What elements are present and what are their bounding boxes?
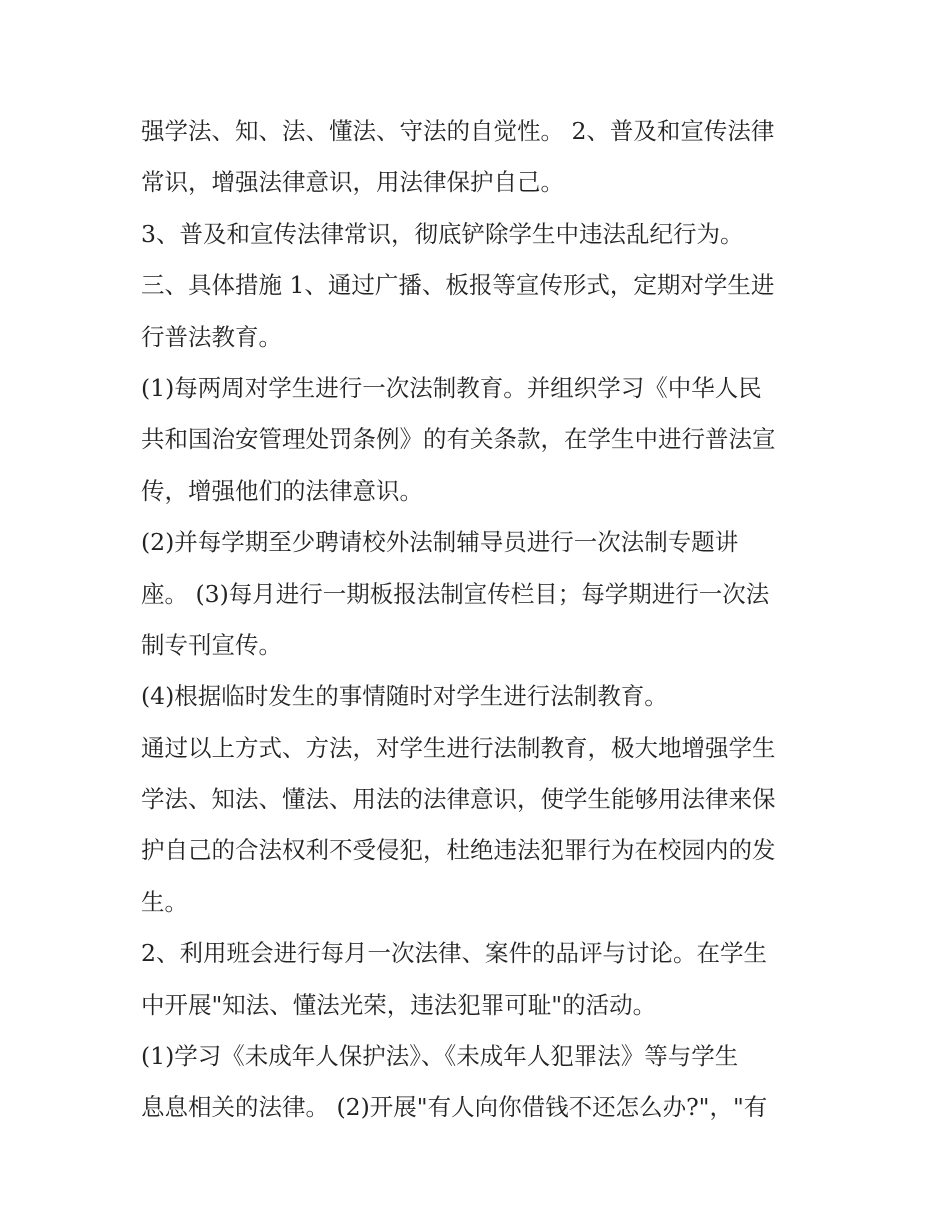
text-line: 传，增强他们的法律意识。 (141, 476, 423, 505)
text-line: 行普法教育。 (141, 322, 282, 351)
text-line: 座。 (3)每月进行一期板报法制宣传栏目；每学期进行一次法 (141, 579, 770, 608)
text-line: 2、利用班会进行每月一次法律、案件的品评与讨论。在学生 (141, 939, 767, 968)
text-line: 学法、知法、懂法、用法的法律意识，使学生能够用法律来保 (141, 785, 776, 814)
text-line: 生。 (141, 887, 188, 916)
text-line: (4)根据临时发生的事情随时对学生进行法制教育。 (141, 682, 668, 711)
text-line: 通过以上方式、方法，对学生进行法制教育，极大地增强学生 (141, 733, 776, 762)
text-line: 三、具体措施 1、通过广播、板报等宣传形式，定期对学生进 (141, 271, 775, 300)
text-line: (1)每两周对学生进行一次法制教育。并组织学习《中华人民 (141, 373, 762, 402)
text-line: 共和国治安管理处罚条例》的有关条款，在学生中进行普法宣 (141, 425, 776, 454)
text-line: 中开展"知法、懂法光荣，违法犯罪可耻"的活动。 (141, 990, 657, 1019)
text-line: 息息相关的法律。 (2)开展"有人向你借钱不还怎么办?"，"有 (141, 1093, 768, 1122)
text-line: (2)并每学期至少聘请校外法制辅导员进行一次法制专题讲 (141, 528, 739, 557)
document-body (141, 106, 821, 1134)
text-line: 强学法、知、法、懂法、守法的自觉性。 2、普及和宣传法律 (141, 117, 775, 145)
text-line: 制专刊宣传。 (141, 630, 282, 659)
text-line: 3、普及和宣传法律常识，彻底铲除学生中违法乱纪行为。 (141, 219, 744, 248)
text-line: (1)学习《未成年人保护法》、《未成年人犯罪法》等与学生 (141, 1042, 739, 1071)
text-line: 护自己的合法权利不受侵犯，杜绝违法犯罪行为在校园内的发 (141, 836, 776, 865)
text-line: 常识，增强法律意识，用法律保护自己。 (141, 168, 564, 197)
